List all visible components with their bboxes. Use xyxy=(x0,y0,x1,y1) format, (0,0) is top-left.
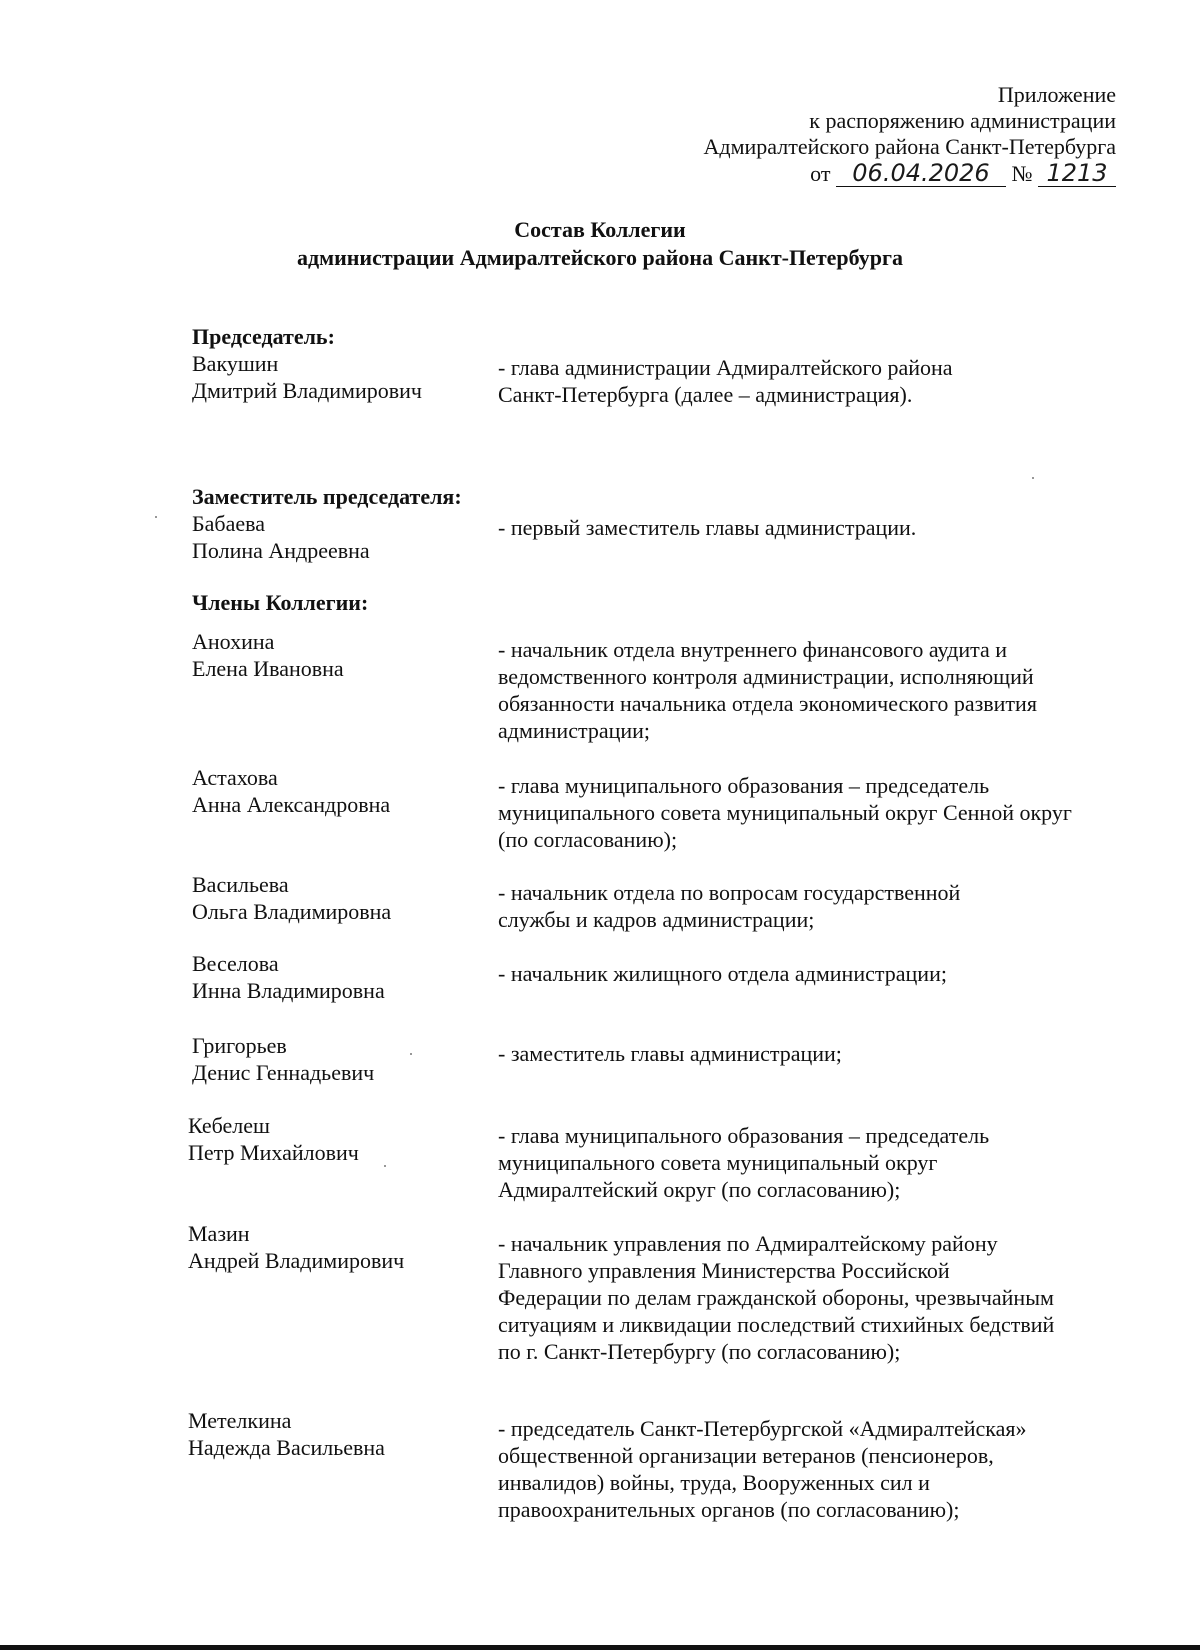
member-role: - начальник управления по Адмиралтейскому району Главного управления Министерства Российской Федерации по делам гражданской обороны, чрезвычайным ситуациям и ликвидации последствий стихийных бедствий по г. Санкт-Петербургу (по согласованию); xyxy=(498,1231,1055,1364)
member-name xyxy=(188,1407,488,1461)
chairman-surname: Вакушин xyxy=(192,351,279,376)
deputy-surname: Бабаева xyxy=(192,511,265,536)
number-prefix: № xyxy=(1011,161,1033,186)
member-given-name: Ольга Владимировна xyxy=(192,899,392,924)
member-name xyxy=(192,628,492,682)
scan-speck xyxy=(155,516,157,518)
member-given-name: Петр Михайлович xyxy=(188,1140,359,1165)
member-given-name: Анна Александровна xyxy=(192,792,391,817)
order-reference: к распоряжению администрации xyxy=(809,108,1116,133)
member-surname: Анохина xyxy=(192,629,275,654)
chairman-role: - глава администрации Адмиралтейского района Санкт-Петербурга (далее – администрация). xyxy=(498,355,953,407)
member-name xyxy=(188,1220,488,1274)
deputy-name xyxy=(192,510,492,564)
member-given-name: Елена Ивановна xyxy=(192,656,344,681)
district-reference: Адмиралтейского района Санкт-Петербурга xyxy=(703,134,1116,159)
appendix-label: Приложение xyxy=(997,82,1116,107)
member-surname: Мазин xyxy=(188,1221,250,1246)
deputy-role: - первый заместитель главы администрации. xyxy=(498,515,917,540)
member-surname: Веселова xyxy=(192,951,279,976)
member-surname: Васильева xyxy=(192,872,289,897)
member-name xyxy=(192,871,492,925)
member-name xyxy=(188,1112,488,1166)
scan-speck xyxy=(384,1165,386,1167)
member-role: - начальник отдела внутреннего финансового аудита и ведомственного контроля администрации, исполняющий обязанности начальника отдела экономического развития администрации; xyxy=(498,637,1037,743)
member-given-name: Инна Владимировна xyxy=(192,978,385,1003)
members-heading: Члены Коллегии: xyxy=(192,590,369,615)
chairman-name xyxy=(192,350,492,404)
scan-speck xyxy=(410,1053,412,1055)
member-surname: Григорьев xyxy=(192,1033,287,1058)
document-title: Состав Коллегии xyxy=(514,217,686,242)
member-name xyxy=(192,764,492,818)
document-subtitle: администрации Адмиралтейского района Санкт-Петербурга xyxy=(296,245,904,270)
member-role: - заместитель главы администрации; xyxy=(498,1041,842,1066)
member-role: - глава муниципального образования – председатель муниципального совета муниципальный округ Адмиралтейский округ (по согласованию); xyxy=(498,1123,990,1202)
date-prefix: от xyxy=(810,161,831,186)
member-given-name: Андрей Владимирович xyxy=(188,1248,405,1273)
member-role: - глава муниципального образования – председатель муниципального совета муниципальный округ Сенной округ (по согласованию); xyxy=(498,773,1072,852)
date-number-line xyxy=(810,160,1116,187)
member-role: - председатель Санкт-Петербургской «Адмиралтейская» общественной организации ветеранов (пенсионеров, инвалидов) войны, труда, Вооруженных сил и правоохранительных органов (по согласованию); xyxy=(498,1416,1027,1522)
member-given-name: Денис Геннадьевич xyxy=(192,1060,375,1085)
handwritten-number: 1213 xyxy=(1038,160,1116,187)
member-name xyxy=(192,950,492,1004)
handwritten-date: 06.04.2026 xyxy=(836,160,1006,187)
scan-edge xyxy=(0,1645,1200,1650)
member-given-name: Надежда Васильевна xyxy=(188,1435,385,1460)
member-role: - начальник жилищного отдела администрации; xyxy=(498,961,947,986)
scan-speck xyxy=(1032,477,1034,479)
deputy-heading: Заместитель председателя: xyxy=(192,484,462,509)
member-surname: Астахова xyxy=(192,765,278,790)
member-surname: Метелкина xyxy=(188,1408,292,1433)
member-name xyxy=(192,1032,492,1086)
chairman-given-name: Дмитрий Владимирович xyxy=(192,378,422,403)
chairman-heading: Председатель: xyxy=(192,324,335,349)
deputy-given-name: Полина Андреевна xyxy=(192,538,370,563)
member-surname: Кебелеш xyxy=(188,1113,270,1138)
member-role: - начальник отдела по вопросам государственной службы и кадров администрации; xyxy=(498,880,961,932)
